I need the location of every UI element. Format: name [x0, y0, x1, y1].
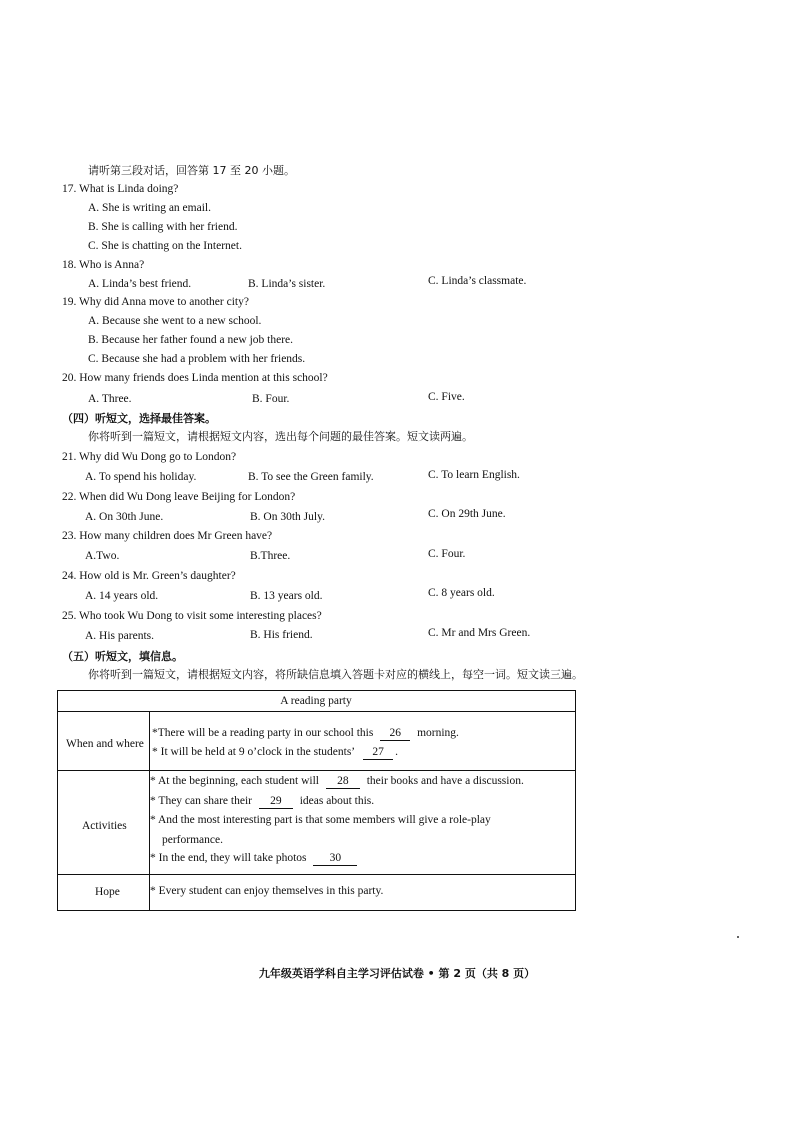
blank-26: 26: [380, 728, 410, 741]
row1-line1: [152, 728, 459, 741]
row2-line2: [150, 796, 374, 809]
row2-line1-text: * At the beginning, each student will: [150, 775, 319, 787]
page-footer: 九年级英语学科自主学习评估试卷 • 第 2 页（共 8 页）: [258, 967, 536, 980]
question-19-option-a: A. Because she went to a new school.: [88, 315, 262, 327]
row1-line2-text: * It will be held at 9 o’clock in the students’: [152, 746, 355, 758]
stray-mark: [737, 936, 739, 938]
question-19-stem: 19. Why did Anna move to another city?: [62, 296, 249, 308]
table-divider: [58, 711, 575, 712]
question-23-option-c: C. Four.: [428, 548, 466, 560]
row1-line2-end: .: [395, 746, 399, 758]
question-21-option-a: A. To spend his holiday.: [85, 471, 197, 483]
question-25-option-a: A. His parents.: [85, 630, 154, 642]
table-divider: [58, 874, 575, 875]
question-20-option-a: A. Three.: [88, 393, 132, 405]
question-25-option-b: B. His friend.: [250, 629, 313, 641]
row2-line4: performance.: [162, 834, 223, 846]
question-22-option-b: B. On 30th July.: [250, 511, 325, 523]
row2-line2-end: ideas about this.: [299, 795, 375, 807]
row2-line1: [150, 776, 524, 789]
question-22-stem: 22. When did Wu Dong leave Beijing for London?: [62, 491, 296, 503]
question-24-option-a: A. 14 years old.: [85, 590, 159, 602]
row-label-hope: Hope: [95, 886, 120, 898]
question-18-option-c: C. Linda’s classmate.: [428, 275, 527, 287]
row2-line5-text: * In the end, they will take photos: [150, 852, 307, 864]
question-19-option-c: C. Because she had a problem with her friends.: [88, 353, 306, 365]
question-18-stem: 18. Who is Anna?: [62, 259, 145, 271]
row3-text: * Every student can enjoy themselves in this party.: [150, 885, 384, 897]
question-25-stem: 25. Who took Wu Dong to visit some interesting places?: [62, 610, 322, 622]
question-23-option-b: B.Three.: [250, 550, 291, 562]
row2-line2-text: * They can share their: [150, 795, 252, 807]
blank-29: 29: [259, 796, 293, 809]
question-21-option-c: C. To learn English.: [428, 469, 520, 481]
part5-heading: （五）听短文，填信息。: [62, 650, 183, 663]
question-17-stem: 17. What is Linda doing?: [62, 183, 179, 195]
question-24-option-b: B. 13 years old.: [250, 590, 323, 602]
blank-30: 30: [313, 853, 357, 866]
question-24-option-c: C. 8 years old.: [428, 587, 495, 599]
question-20-stem: 20. How many friends does Linda mention at this school?: [62, 372, 328, 384]
question-20-option-c: C. Five.: [428, 391, 465, 403]
row1-line1-end: morning.: [417, 727, 459, 739]
question-22-option-c: C. On 29th June.: [428, 508, 506, 520]
part4-instruction: 你将听到一篇短文，请根据短文内容，选出每个问题的最佳答案。短文读两遍。: [88, 430, 473, 443]
question-17-option-c: C. She is chatting on the Internet.: [88, 240, 242, 252]
question-20-option-b: B. Four.: [252, 393, 290, 405]
row-label-activities: Activities: [82, 820, 127, 832]
row1-line2: [152, 747, 398, 760]
question-17-option-a: A. She is writing an email.: [88, 202, 211, 214]
row1-line1-text: *There will be a reading party in our school this: [152, 727, 374, 739]
question-17-option-b: B. She is calling with her friend.: [88, 221, 238, 233]
question-21-option-b: B. To see the Green family.: [248, 471, 374, 483]
question-24-stem: 24. How old is Mr. Green’s daughter?: [62, 570, 236, 582]
part5-instruction: 你将听到一篇短文，请根据短文内容，将所缺信息填入答题卡对应的横线上，每空一词。短文读三遍。: [88, 668, 583, 681]
reading-party-table: [57, 690, 576, 911]
question-19-option-b: B. Because her father found a new job there.: [88, 334, 294, 346]
blank-28: 28: [326, 776, 360, 789]
question-21-stem: 21. Why did Wu Dong go to London?: [62, 451, 237, 463]
question-23-stem: 23. How many children does Mr Green have?: [62, 530, 273, 542]
row2-line1-end: their books and have a discussion.: [366, 775, 524, 787]
row2-line3: * And the most interesting part is that some members will give a role-play: [150, 814, 491, 826]
table-title: A reading party: [280, 695, 352, 707]
question-25-option-c: C. Mr and Mrs Green.: [428, 627, 531, 639]
row2-line5: [150, 853, 361, 866]
question-18-option-a: A. Linda’s best friend.: [88, 278, 192, 290]
section3-instruction: 请听第三段对话，回答第 17 至 20 小题。: [88, 164, 295, 177]
question-22-option-a: A. On 30th June.: [85, 511, 164, 523]
question-23-option-a: A.Two.: [85, 550, 120, 562]
blank-27: 27: [363, 747, 393, 760]
question-18-option-b: B. Linda’s sister.: [248, 278, 326, 290]
table-column-divider: [149, 711, 150, 910]
table-divider: [58, 770, 575, 771]
part4-heading: （四）听短文，选择最佳答案。: [62, 412, 216, 425]
row-label-when-where: When and where: [66, 738, 144, 750]
